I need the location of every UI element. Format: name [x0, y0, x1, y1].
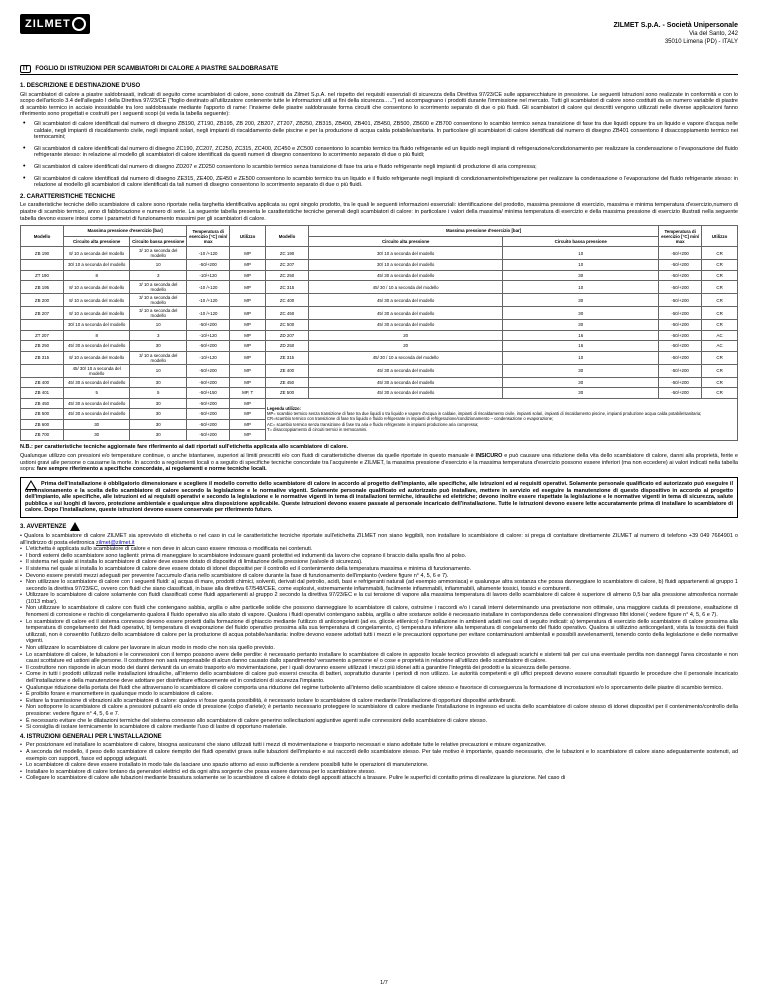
legend-title: Legenda utilizzo:: [267, 406, 301, 412]
list-item: • Come in tutti i prodotti utilizzati nelle installazioni idrauliche, all'interno dello scambiatore di calore può essersi crescita di batteri, soprattutto durante i periodi di non utilizzo. Le autorità competenti e gli uffici preposti devono essere consultati riguardo le procedure che il personale incaricato dell'installazione e della manutenzione deve adottare per disinfettare efficacemente ed in condizioni di sicurezza l'impianto.: [20, 671, 738, 684]
table-cell: 45/ 30 a seconda del modello: [309, 364, 503, 377]
table-cell: 30: [503, 377, 659, 388]
table-cell: 30: [503, 388, 659, 399]
table-cell: 8/ 10 a seconda del modello: [64, 294, 130, 307]
table-row: [21, 281, 738, 294]
table-cell: ZD 250: [266, 341, 309, 352]
table-cell: 45/ 30 a seconda del modello: [309, 320, 503, 331]
table-row: [21, 294, 738, 307]
table-cell: 45/ 30 a seconda del modello: [309, 294, 503, 307]
table-cell: 30: [64, 430, 130, 441]
table-row: [21, 270, 738, 281]
list-item: • Evitare la trasmissione di vibrazioni allo scambiatore di calore: qualora vi fosse questa possibilità, è necessario isolare lo scambiatore di calore mediante l'installazione di opportuni dispositivi antivibranti.: [20, 698, 738, 705]
table-cell: [21, 260, 64, 271]
table-cell: MP: [230, 330, 266, 341]
table-cell: -50/+200: [659, 270, 702, 281]
table-cell: -50/+200: [187, 419, 230, 430]
table-cell: ZB 207: [21, 307, 64, 320]
table-cell: ZB 600: [21, 419, 64, 430]
list-item: • Il costruttore non risponde in alcun modo dei danni derivanti da un errato trasporto e/o movimentazione, per i quali dovranno essere utilizzati i mezzi più idonei atti a garantire l'integrità dei prodotti e la sicurezza delle persone.: [20, 665, 738, 672]
company-city: 35010 Limena (PD) - ITALY: [664, 39, 738, 45]
table-cell: 5: [130, 388, 187, 399]
table-cell: ZC 500: [266, 320, 309, 331]
col-low-right: Circuito bassa pressione: [503, 236, 659, 247]
table-cell: 3/ 10 a seconda del modello: [130, 294, 187, 307]
table-cell: 3/ 10 a seconda del modello: [130, 351, 187, 364]
table-cell: ZC 250: [266, 270, 309, 281]
col-high-right: Circuito alta pressione: [309, 236, 503, 247]
table-cell: 8/ 10 a seconda del modello: [64, 247, 130, 260]
table-cell: ZT 207: [21, 330, 64, 341]
table-cell: MP: [230, 294, 266, 307]
table-cell: 3/ 10 a seconda del modello: [130, 307, 187, 320]
list-item: • Lo scambiatore di calore, le tubazioni e le connessioni con il tempo possono avere delle perdite: è necessario pertanto installare lo scambiatore di calore in apposito locale tecnico provvisto di adeguati scarichi e sistemi tali per cui una eventuale perdita non danneggi l'area circostante e non causi scottature ed ustioni alle persone. Il costruttore non sarà responsabile di alcun danno causato dallo spandimento/ versamento a persone e/ o cose e proprietà in relazione all'utilizzo dello scambiatore di calore.: [20, 652, 738, 665]
usage-warning: Qualunque utilizzo con pressioni e/o temperature continue, o anche istantanee, superiori ai limiti prescritti e/o con fluidi di caratteristiche diverse da quelle riportate in questo manuale è INSICURO e può causare una riduzione della vita dello scambiatore di calore, danni alla proprietà, ferite e ustioni gravi alle persone o causarne la morte. In accordo a regolamenti locali o a seguito di specifiche tecniche concordate tra l'acquirente e ZILMET, la massima pressione d'esercizio e la massima temperatura d'esercizio possono essere inferiori (ma non eccedere) ai valori indicati nella tabella sopra: fare sempre riferimento a specifiche concordate, ai regolamenti e norme tecniche locali.: [20, 453, 738, 473]
list-item: • Utilizzare lo scambiatore di calore solamente con fluidi classificati come fluidi appartenenti al gruppo 2 secondo la direttiva 97/23/EC e la cui tensione di vapore alla massima temperatura di lavoro dello scambiatore di calore è superiore di almeno 0,5 bar alla pressione atmosferica normale (1013 mbar).: [20, 592, 738, 605]
list-item: • Gli scambiatori di calore identificati dal numero di disegno ZB190, ZT190, ZB195, ZB 200, ZB207, ZT207, ZB250, ZB315, ZB400, ZB401, ZB450, ZB500, ZB600 e ZB700 consentono lo scambio termico senza transizione di fase tra due liquidi oppure tra un liquido e vapore d'acqua nelle caldaie, negli impianti di riscaldamento civile, negli impianti solari, negli impianti di riscaldamento delle piscine e per la produzione di acqua calda potabile/sanitaria. In particolare gli scambiatori di calore identificati dal numero di disegno ZB401 consentono il disaccoppiamento termico nei termocamini;: [20, 121, 738, 141]
models-table-body: [21, 247, 738, 441]
col-low: Circuito bassa pressione: [130, 236, 187, 247]
logo-text: ZILMET: [25, 18, 71, 30]
table-row: [21, 260, 738, 271]
list-item: • Non utilizzare lo scambiatore di calore per lavorare in alcun modo in modo che non sia quello previsto.: [20, 645, 738, 652]
table-cell: MP: [230, 307, 266, 320]
list-item: • Per posizionare ed installare lo scambiatore di calore, bisogna assicurarsi che siano utilizzati tutti i mezzi di movimentazione e trasporto necessari e siano adottate tutte le relative precauzioni e misure organizzative.: [20, 742, 738, 749]
table-cell: 30/ 10 a seconda del modello: [309, 247, 503, 260]
table-cell: ZD 207: [266, 330, 309, 341]
gear-icon: [72, 17, 86, 31]
usage-legend: [266, 398, 738, 440]
table-cell: AC: [702, 341, 738, 352]
table-cell: ZE 400: [266, 364, 309, 377]
table-cell: -50/+200: [187, 409, 230, 420]
table-cell: -50/+200: [659, 294, 702, 307]
col-model: Modello: [21, 226, 64, 247]
section-4-heading: 4. ISTRUZIONI GENERALI PER L'INSTALLAZIONE: [20, 733, 162, 740]
table-cell: 10: [503, 260, 659, 271]
table-cell: 3: [130, 270, 187, 281]
table-cell: CR: [702, 351, 738, 364]
table-cell: 30/ 10 a seconda del modello: [309, 260, 503, 271]
table-cell: 30: [503, 270, 659, 281]
table-cell: MP: [230, 409, 266, 420]
list-item: • Il sistema nel quale si installa lo scambiatore di calore deve essere dotato di dispositivi di limitazione della pressione (valvole di sicurezza).: [20, 559, 738, 566]
table-cell: ZB 190: [21, 247, 64, 260]
table-cell: [21, 320, 64, 331]
table-cell: ZE 500: [266, 388, 309, 399]
table-cell: ZB 700: [21, 430, 64, 441]
table-cell: -50/+200: [187, 260, 230, 271]
section-2-intro: Le caratteristiche tecniche dello scambiatore di calore sono riportate nella targhetta identificativa applicata su ogni singolo prodotto, tra le quali le seguenti informazioni essenziali: identificazione del prodotto, massima pressione di esercizio, massima e minima temperatura d'esercizio,numero di piastre di scambio termico, anno di fabbricazione e numero di serie. La seguente tabella presenta le caratteristiche tecniche generali degli scambiatori di calore: in particolare i valori della massima/ minima temperatura di esercizio e della massima pressione di esercizio illustrati nella seguente tabella devono essere intesi come i parametri di funzionamento massimi per gli scambiatori di calore.: [20, 202, 738, 222]
table-cell: ZB 200: [21, 294, 64, 307]
table-cell: -50/+200: [659, 330, 702, 341]
table-cell: 30/ 10 a seconda del modello: [64, 320, 130, 331]
table-cell: 45/ 30 a seconda del modello: [309, 388, 503, 399]
section-4-list: [20, 742, 738, 782]
table-cell: 30: [503, 320, 659, 331]
sheet-title-bar: [20, 65, 738, 75]
table-cell: 45/ 30 a seconda del modello: [64, 341, 130, 352]
section-3-heading: 3. AVVERTENZE: [20, 522, 738, 531]
list-item: • Collegare lo scambiatore di calore alle tubazioni mediante brasatura solamente se lo scambiatore di calore è dotato degli appositi attacchi a brasare. Pulire le superfici di contatto prima di realizzare la giunzione. Nel caso di: [20, 775, 738, 782]
list-item: • Non sottoporre lo scambiatore di calore a pressioni pulsanti e/o onde di pressione (colpo d'ariete); è pertanto necessario proteggere lo scambiatore di calore mediante l'installazione in ingresso ed uscita dello scambiatore di calore stesso di idonei dispositivi per il contenimento/controllo della pressione: vedere figure n° 4, 5, 6 e 7.: [20, 704, 738, 717]
table-cell: 10: [503, 351, 659, 364]
legend-item: CR=scambio termico con transizione di fase tra liquido e fluido refrigerante in impianti di refrigerazione/condizionamento – condensazione o evaporazione;: [267, 416, 554, 422]
table-cell: -50/+200: [659, 388, 702, 399]
table-cell: 45/ 30 a seconda del modello: [64, 377, 130, 388]
table-cell: MP: [230, 377, 266, 388]
legend-item: AC= scambio termico senza transizione di fase tra aria e fluido refrigerante in impianti produzione aria compressa;: [267, 421, 479, 427]
zilmet-logo: [20, 14, 90, 34]
table-row: [21, 351, 738, 364]
table-cell: MP: [230, 260, 266, 271]
table-cell: MP: [230, 281, 266, 294]
table-cell: -10/+120: [187, 270, 230, 281]
table-cell: 10: [130, 320, 187, 331]
table-cell: 30: [503, 364, 659, 377]
warning-icon: [70, 522, 80, 531]
table-cell: ZB 400: [21, 377, 64, 388]
table-cell: -50/+200: [659, 281, 702, 294]
section-3-first: • Qualora lo scambiatore di calore ZILMET sia sprovvisto di etichetta o nel caso in cui le caratteristiche tecniche riportate sull'etichetta ZILMET non siano leggibili, non installare lo scambiatore di calore: si prega di contattare direttamente ZILMET al numero di telefono +39 049 7664901 o all'indirizzo di posta elettronica zilmet@zilmet.it: [20, 532, 738, 546]
table-cell: -50/+200: [187, 398, 230, 409]
list-item: • Lo scambiatore di calore deve essere installato in modo tale da lasciare uno spazio attorno ad esso sufficiente a rendere possibili tutte le operazioni di manutenzione.: [20, 762, 738, 769]
table-cell: 8/ 10 a seconda del modello: [64, 281, 130, 294]
col-temp-right: Temperatura di esercizio [°C] min/ max: [659, 226, 702, 247]
col-use-right: Utilizzo: [702, 226, 738, 247]
table-cell: ZB 500: [21, 409, 64, 420]
table-cell: ZE 450: [266, 377, 309, 388]
table-cell: -50/+200: [187, 364, 230, 377]
table-cell: 45/ 30 a seconda del modello: [64, 398, 130, 409]
table-row: [21, 307, 738, 320]
list-item: • A seconda del modello, il peso dello scambiatore di calore riempito dei fluidi operativi grava sulle tubazioni dell'impianto e sui raccordi dello scambiatore stesso. Per tale motivo è importante, quando necessario, che le tubazioni e lo scambiatore di calore siano adeguatamente sostenuti, ad esempio con supporti, fasce ed appoggi adeguati.: [20, 749, 738, 762]
table-cell: 30: [130, 430, 187, 441]
table-cell: 8: [64, 330, 130, 341]
table-cell: 30: [130, 341, 187, 352]
list-item: • Lo scambiatore di calore ed il sistema connesso devono essere protetti dalla formazione di ghiaccio mediante l'utilizzo di anticongelanti (ad es. glicole etilenico) o l'installazione in ambienti adatti nei casi di seguito indicati: a) temperatura di esercizio dello scambiatore di calore prossima alla temperatura di congelamento dei fluidi operativi, b) temperatura di evaporazione del fluido operativo prossima alla sua temperatura di congelamento, c) temperatura inferiore alla temperatura di congelamento del fluido operativo. Qualora si utilizzino anticongelanti, vista la tossicità dei fluidi utilizzati, non è consentito l'utilizzo dello scambiatore di calore per la produzione di acqua potabile/sanitaria: inoltre devono essere adottati tutti i mezzi e le precauzioni opportune per evitare contaminazioni ambientali e possibili avvelenamenti, tenendo conto della legislazione e delle normative vigenti.: [20, 619, 738, 645]
col-use: Utilizzo: [230, 226, 266, 247]
table-cell: -50/+150: [187, 388, 230, 399]
table-cell: -10 /+120: [187, 281, 230, 294]
table-cell: 20: [309, 341, 503, 352]
table-cell: -50/+200: [187, 430, 230, 441]
table-cell: CR: [702, 320, 738, 331]
table-cell: 30: [130, 419, 187, 430]
table-cell: ZB 401: [21, 388, 64, 399]
table-cell: ZC 400: [266, 294, 309, 307]
models-table: [20, 225, 738, 441]
table-cell: ZE 315: [266, 351, 309, 364]
table-cell: CR: [702, 307, 738, 320]
table-cell: 45/ 30 a seconda del modello: [64, 409, 130, 420]
list-item: • Gli scambiatori di calore identificati dal numero di disegno ZE315, ZE400, ZE450 e ZE500 consentono lo scambio termico tra un liquido e il fluido refrigerante negli impianti di condizionamento/refrigerazione per realizzare la condensazione o l'evaporazione del fluido refrigerante stesso: in relazione al modello gli scambiatori di calore identificati da tali numeri di disegno consentono lo scorrimento separato di due o più fluidi.: [20, 176, 738, 189]
table-cell: ZB 250: [21, 341, 64, 352]
table-cell: 30: [130, 377, 187, 388]
table-cell: -50/+200: [659, 320, 702, 331]
table-cell: 45/ 30 a seconda del modello: [309, 307, 503, 320]
list-item: • Si consiglia di isolare termicamente lo scambiatore di calore mediante l'uso di lastre di opportuno materiale.: [20, 724, 738, 731]
list-item: • È proibito forare e manomettere in qualunque modo lo scambiatore di calore.: [20, 691, 738, 698]
table-cell: CR: [702, 388, 738, 399]
table-cell: 45/ 30 / 10 a seconda del modello: [309, 281, 503, 294]
table-row: [21, 364, 738, 377]
table-cell: MP: [230, 398, 266, 409]
warning-text: Prima dell'installazione è obbligatorio dimensionare e scegliere il modello corretto dello scambiatore di calore in accordo al progetto dell'impianto, alle specifiche, alle istruzioni ed ai requisiti operativi. Solamente personale qualificato ed autorizzato può eseguire il dimensionamento e la scelta dello scambiatore di calore secondo la legislazione e le normative vigenti. Solamente personale qualificato ed autorizzato può installare, mettere in servizio ed eseguire la manutenzione di questo dispositivo in accordo al progetto dell'impianto, alle specifiche, alle istruzioni ed ai requisiti operativi e secondo la legislazione e le normative vigenti in tema di installazioni termiche, idrauliche ed elettriche; devono inoltre essere rispettate la legislazione e le normative vigenti in tema di sicurezza, salute pubblica e sui luoghi di lavoro, protezione ambientale e qualunque altra disposizione applicabile. Queste istruzioni devono essere passate al personale incaricato dell'installazione. Tutte le istruzioni devono essere lette accuratamente prima di installare lo scambiatore di calore. Dopo l'installazione, queste istruzioni devono essere conservate per riferimento futuro.: [25, 480, 733, 514]
list-item: • Gli scambiatori di calore identificati dal numero di disegno ZD207 e ZD250 consentono lo scambio termico senza transizione di fase tra aria e fluido refrigerante negli impianti di produzione di aria compressa;: [20, 164, 738, 171]
list-item: • Gli scambiatori di calore identificati dal numero di disegno ZC190, ZC207, ZC250, ZC315, ZC400, ZC450 e ZC500 consentono lo scambio termico tra fluido refrigerante ed un liquido negli impianti di refrigerazione/condizionamento per realizzare la condensazione o l'evaporazione del fluido refrigerante stesso: in relazione al modello gli scambiatori di calore identificati da questi numeri di disegno consentono lo scorrimento separato di due o più fluidi;: [20, 146, 738, 159]
col-model-right: Modello: [266, 226, 309, 247]
table-cell: CR: [702, 270, 738, 281]
document-body: [20, 80, 738, 782]
table-cell: -50/+200: [659, 377, 702, 388]
table-cell: 30: [64, 419, 130, 430]
table-cell: MP: [230, 320, 266, 331]
table-cell: -10/+120: [187, 330, 230, 341]
table-cell: 3: [130, 330, 187, 341]
list-item: • Il sistema nel quale si installa lo scambiatore di calore deve essere dotato di idonei dispositivi per il controllo ed il contenimento della temperatura massima e minima di funzionamento.: [20, 566, 738, 573]
table-cell: AC: [702, 330, 738, 341]
table-cell: 8: [64, 270, 130, 281]
table-cell: -10/+120: [187, 351, 230, 364]
company-header: [614, 22, 738, 46]
table-cell: -50/+200: [659, 341, 702, 352]
table-cell: 45/ 30 a seconda del modello: [309, 270, 503, 281]
table-cell: MP: [230, 270, 266, 281]
table-row: [21, 388, 738, 399]
table-cell: 10: [503, 281, 659, 294]
sheet-title: FOGLIO DI ISTRUZIONI PER SCAMBIATORI DI CALORE A PIASTRE SALDOBRASATE: [35, 66, 279, 72]
installation-warning-box: [20, 477, 738, 518]
col-temp: Temperatura di esercizio [°C] min/ max: [187, 226, 230, 247]
table-cell: 30: [503, 307, 659, 320]
warning-icon: [25, 480, 37, 490]
col-pressure-right: Massima pressione d'esercizio [bar]: [309, 226, 659, 237]
table-cell: MP: [230, 364, 266, 377]
table-cell: 20: [309, 330, 503, 341]
table-cell: -50/+200: [659, 364, 702, 377]
table-cell: CR: [702, 364, 738, 377]
table-cell: MP, T: [230, 388, 266, 399]
table-cell: 30: [130, 409, 187, 420]
section-2-heading: 2. CARATTERISTICHE TECNICHE: [20, 193, 116, 200]
table-cell: -10 /+120: [187, 294, 230, 307]
table-cell: MP: [230, 247, 266, 260]
col-pressure: Massima pressione d'esercizio [bar]: [64, 226, 187, 237]
table-cell: MP: [230, 419, 266, 430]
list-item: • Devono essere previsti mezzi adeguati per prevenire l'accumulo d'aria nello scambiatore di calore durante la fase di funzionamento dell'impianto (vedere figure n° 4, 5, 6 e 7).: [20, 573, 738, 580]
table-cell: 16: [503, 330, 659, 341]
table-cell: -50/+200: [187, 320, 230, 331]
table-cell: ZC 315: [266, 281, 309, 294]
nb-note: N.B.: per caratteristiche tecniche aggiornate fare riferimento ai dati riportati sull'etichetta applicata allo scambiatore di calore.: [20, 443, 349, 450]
table-cell: CR: [702, 294, 738, 307]
table-cell: -10 /+120: [187, 307, 230, 320]
list-item: • Non utilizzare lo scambiatore di calore con fluidi che contengano sabbia, argilla o altre particelle solide che possono danneggiare lo scambiatore di calore, ostruirne i raccordi e/o i canali interni determinando una prestazione non ottimale, una maggiore caduta di pressione, esaltazione di fenomeni di corrosione e rischio di congelamento qualora il fluido operativo sia allo stato di vapore. Qualora i fluidi operativi contengano sabbia, argilla o altre sostanze solide è necessario installare in corrispondenza delle connessioni d'ingresso filtri idonei ( vedere figure n° 4, 5, 6 e 7).: [20, 605, 738, 618]
table-cell: CR: [702, 247, 738, 260]
section-1-heading: 1. DESCRIZIONE E DESTINAZIONE D'USO: [20, 83, 141, 89]
table-cell: [21, 364, 64, 377]
table-row: [21, 341, 738, 352]
table-cell: 30: [503, 294, 659, 307]
table-cell: 8/ 10 a seconda del modello: [64, 307, 130, 320]
table-cell: MP: [230, 341, 266, 352]
table-cell: MP: [230, 351, 266, 364]
table-cell: -50/+200: [659, 247, 702, 260]
table-row: [21, 320, 738, 331]
table-cell: 3/ 10 a seconda del modello: [130, 247, 187, 260]
table-cell: MP: [230, 430, 266, 441]
section-3-list: [20, 546, 738, 731]
list-item: • Qualunque riduzione della portata dei fluidi che attraversano lo scambiatore di calore comporta una riduzione del regime turbolento all'interno dello scambiatore di calore stesso e favorisce di conseguenza la formazione di incrostazioni e/o lo sporcamento delle piastre di scambio termico.: [20, 685, 738, 692]
table-cell: -10 /+120: [187, 247, 230, 260]
list-item: • Non utilizzare lo scambiatore di calore con i seguenti fluidi: a) acqua di mare, prodotti chimici, solventi, derivati dal petrolio, acidi, basi e refrigeranti naturali (ad esempio ammoniaca) e qualunque altra sostanza che possa danneggiare lo scambiatore di calore, b) fluidi appartenenti al gruppo 1 secondo la direttiva 97/23/EC, ovvero con fluidi che siano classificati, in base alla direttiva 67/548/CEE, come esplosivi, estremamente infiammabili, facilmente infiammabili, infiammabili, altamente tossici, tossici e comburenti.: [20, 579, 738, 592]
table-cell: 30: [130, 398, 187, 409]
table-cell: 5: [64, 388, 130, 399]
legend-item: T= disaccoppiamento di circuiti termici in termocamini.: [267, 426, 368, 432]
page-number: 1/7: [380, 980, 388, 986]
section-1-intro: Gli scambiatori di calore a piastre saldobrasati, indicati di seguito come scambiatori di calore, sono costruiti da Zilmet S.p.A. nel rispetto dei requisiti essenziali di sicurezza della Direttiva 97/23/CE sulle apparecchiature in pressione. Le seguenti istruzioni sono realizzate in conformità e con lo scopo dell'articolo 3.4 dell'allegato I della Direttiva 97/23/CE ("foglio destinato all'utilizzatore contenente tutte le informazioni utili ai fini della sicurezza…..") ed accompagnano i prodotti durante l'immissione nel mercato. Tutti gli scambiatori di calore sono costituiti da un numero variabile di piastre di scambio termico in acciaio inossidabile tra loro saldobrasate mediante l'apporto di rame: l'insieme delle piastre saldobrasate forma circuiti che consentono lo scorrimento separato di due o più fluidi. Gli scambiatori di calore qui descritti vengono utilizzati nelle diverse applicazioni fanno riferimento sono progettati e costruiti per i seguenti scopi (si veda la tabella seguente):: [20, 91, 738, 118]
table-cell: ZB 315: [21, 351, 64, 364]
table-cell: ZC 190: [266, 247, 309, 260]
list-item: • Installare lo scambiatore di calore lontano da generatori elettrici ed da ogni altra sorgente che possa essere dannosa per lo scambiatore stesso.: [20, 769, 738, 776]
col-high: Circuito alta pressione: [64, 236, 130, 247]
company-address: Via del Santo, 242: [689, 31, 738, 37]
table-cell: 10: [130, 260, 187, 271]
table-row: [21, 398, 738, 409]
table-cell: 10: [503, 247, 659, 260]
table-cell: CR: [702, 260, 738, 271]
table-cell: 3/ 10 a seconda del modello: [130, 281, 187, 294]
table-cell: CR: [702, 377, 738, 388]
table-cell: ZB 195: [21, 281, 64, 294]
table-cell: -50/+200: [659, 307, 702, 320]
table-cell: 8/ 10 a seconda del modello: [64, 351, 130, 364]
list-item: • L'etichetta è applicata sullo scambiatore di calore e non deve in alcun caso essere rimossa o modificata nei contenuti.: [20, 546, 738, 553]
table-row: [21, 330, 738, 341]
list-item: • I bordi esterni dello scambiatore sono taglienti: prima di maneggiare lo scambiatore indossare guanti protettivi ed indumenti da lavoro che coprano il braccio dalla spalla fino al polso.: [20, 553, 738, 560]
table-cell: 45/ 30 a seconda del modello: [309, 377, 503, 388]
table-cell: CR: [702, 281, 738, 294]
table-row: [21, 377, 738, 388]
company-name: ZILMET S.p.A. - Società Unipersonale: [613, 22, 738, 29]
table-cell: 10: [130, 364, 187, 377]
table-cell: -50/+200: [187, 377, 230, 388]
table-row: [21, 247, 738, 260]
table-cell: -50/+200: [659, 260, 702, 271]
table-cell: 30/ 10 a seconda del modello: [64, 260, 130, 271]
table-cell: ZC 450: [266, 307, 309, 320]
legend-item: MP= scambio termico senza transizione di fase tra due liquidi o tra liquido e vapore d'acqua in caldaie, impianti di riscaldamento civile, impianti solari, impianti di riscaldamento piscine, impianti produzione acqua calda potabile/sanitaria;: [267, 411, 702, 417]
email-link[interactable]: zilmet@zilmet.it: [95, 539, 135, 546]
table-cell: 45/ 30/ 10 a seconda del modello: [64, 364, 130, 377]
language-badge: IT: [20, 65, 31, 73]
table-cell: ZT 190: [21, 270, 64, 281]
list-item: • È necessario evitare che le dilatazioni termiche del sistema connesso allo scambiatore di calore generino sollecitazioni aggiuntive agenti sulle connessioni dello scambiatore di calore stesso.: [20, 718, 738, 725]
table-cell: ZC 207: [266, 260, 309, 271]
table-cell: -50/+200: [659, 351, 702, 364]
table-cell: ZB 450: [21, 398, 64, 409]
table-cell: 45/ 30 / 10 a seconda del modello: [309, 351, 503, 364]
table-cell: 16: [503, 341, 659, 352]
section-1-bullets: [20, 121, 738, 189]
table-cell: -50/+200: [187, 341, 230, 352]
